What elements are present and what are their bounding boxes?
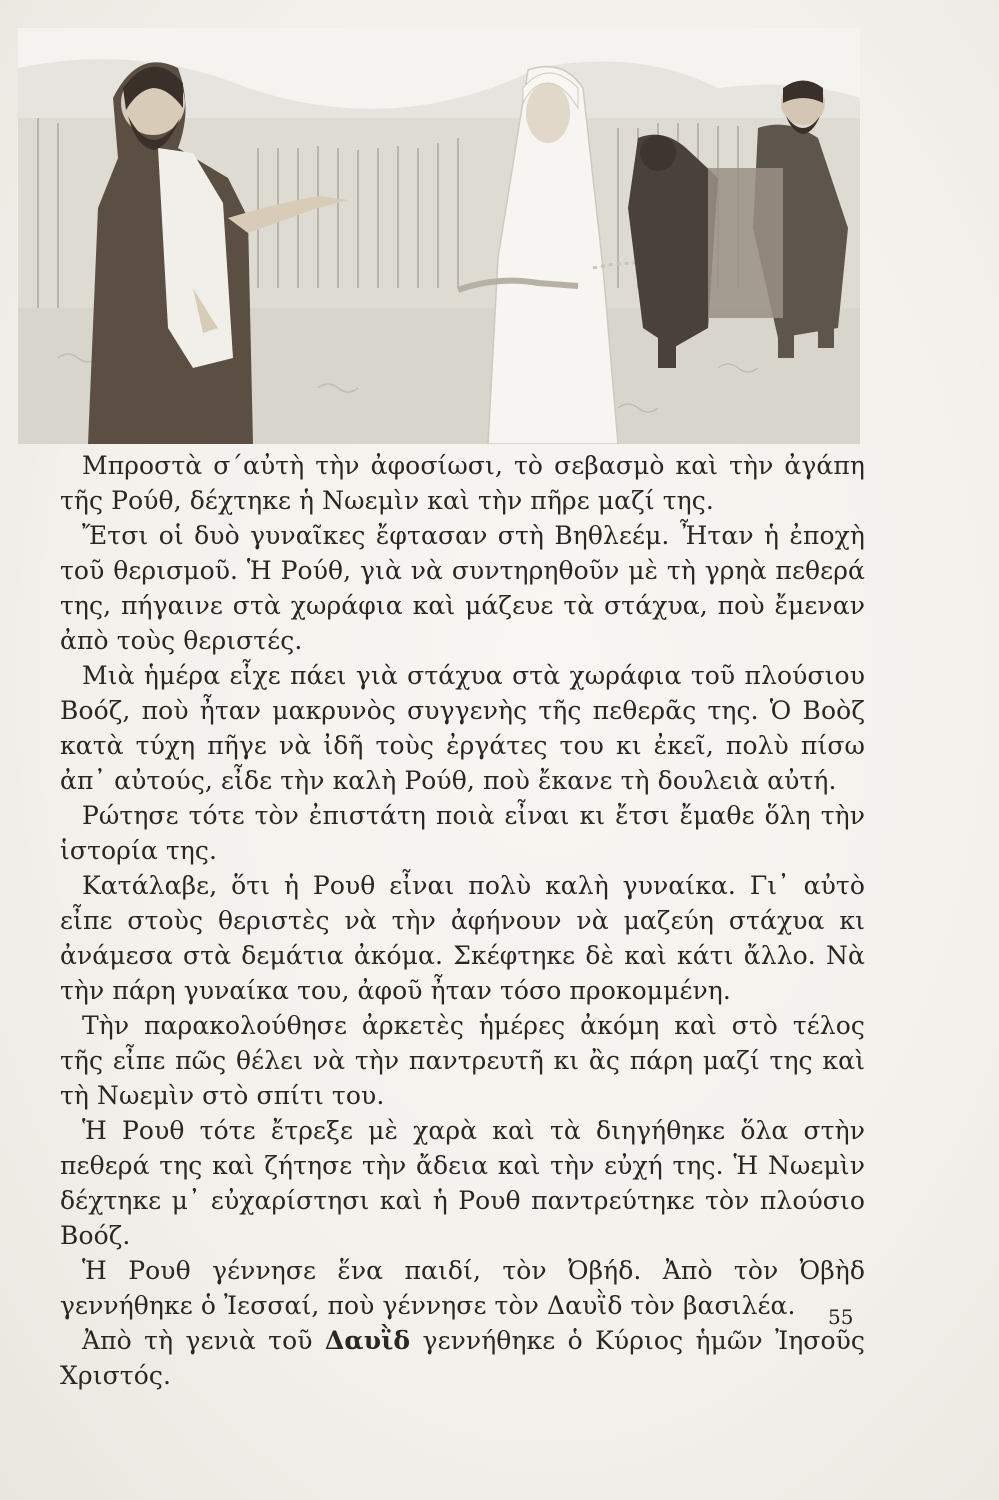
paragraph: Ἡ Ρουθ τότε ἔτρεξε μὲ χαρὰ καὶ τὰ διηγήθηκε ὅλα στὴν πεθερά της καὶ ζήτησε τὴν ἄδεια καὶ τὴν εὐχή της. Ἡ Νωεμὶν δέχτηκε μ᾽ εὐχαρίστησι καὶ ἡ Ρουθ παντρεύτηκε τὸν πλούσιο Βοόζ.: [60, 1116, 865, 1250]
paragraph: Ἔτσι οἱ δυὸ γυναῖκες ἔφτασαν στὴ Βηθλεέμ. Ἦταν ἡ ἐποχὴ τοῦ θερισμοῦ. Ἡ Ρούθ, γιὰ νὰ συντηρηθοῦν μὲ τὴ γρηὰ πεθερά της, πήγαινε στὰ χωράφια καὶ μάζευε τὰ στάχυα, ποὺ ἔμεναν ἀπὸ τοὺς θεριστές.: [60, 521, 865, 655]
paragraph: Μπροστὰ σ΄αὐτὴ τὴν ἀφοσίωσι, τὸ σεβασμὸ καὶ τὴν ἀγάπη τῆς Ρούθ, δέχτηκε ἡ Νωεμὶν καὶ τὴν πῆρε μαζί της.: [60, 451, 865, 515]
closing-text-before: Ἀπὸ τὴ γενιὰ τοῦ: [82, 1326, 325, 1355]
illustration-ruth-and-boaz: [18, 28, 860, 444]
closing-text-bold-name: Δαυῒδ: [324, 1326, 411, 1355]
paragraph: Ἡ Ρουθ γέννησε ἕνα παιδί, τὸν Ὀβήδ. Ἀπὸ τὸν Ὀβὴδ γεννήθηκε ὁ Ἰεσσαί, ποὺ γέννησε τὸν Δαυῒδ τὸν βασιλέα.: [60, 1256, 865, 1320]
closing-text-after: γεννήθηκε ὁ Κύριος ἡμῶν Ἰησοῦς Χριστός.: [60, 1326, 866, 1390]
page-number: 55: [828, 1305, 854, 1329]
paragraph: Μιὰ ἡμέρα εἶχε πάει γιὰ στάχυα στὰ χωράφια τοῦ πλούσιου Βοόζ, ποὺ ἦταν μακρυνὸς συγγενὴς τῆς πεθερᾶς της. Ὁ Βοὸζ κατὰ τύχη πῆγε νὰ ἰδῆ τοὺς ἐργάτες του κι ἐκεῖ, πολὺ πίσω ἀπ᾽ αὐτούς, εἶδε τὴν καλὴ Ρούθ, ποὺ ἔκανε τὴ δουλειὰ αὐτή.: [60, 661, 865, 795]
paragraph: Κατάλαβε, ὅτι ἡ Ρουθ εἶναι πολὺ καλὴ γυναίκα. Γι᾽ αὐτὸ εἶπε στοὺς θεριστὲς νὰ τὴν ἀφήνουν νὰ μαζεύη στάχυα κι ἀνάμεσα στὰ δεμάτια ἀκόμα. Σκέφτηκε δὲ καὶ κάτι ἄλλο. Νὰ τὴν πάρη γυναίκα του, ἀφοῦ ἦταν τόσο προκομμένη.: [60, 871, 865, 1005]
paragraph: Ρώτησε τότε τὸν ἐπιστάτη ποιὰ εἶναι κι ἔτσι ἔμαθε ὅλη τὴν ἱστορία της.: [60, 801, 865, 865]
page-text: [60, 448, 865, 1393]
paragraph: Τὴν παρακολούθησε ἀρκετὲς ἡμέρες ἀκόμη καὶ στὸ τέλος τῆς εἶπε πῶς θέλει νὰ τὴν παντρευτῆ κι ἂς πάρη μαζί της καὶ τὴ Νωεμὶν στὸ σπίτι του.: [60, 1011, 865, 1110]
closing-paragraph: [60, 1323, 865, 1393]
